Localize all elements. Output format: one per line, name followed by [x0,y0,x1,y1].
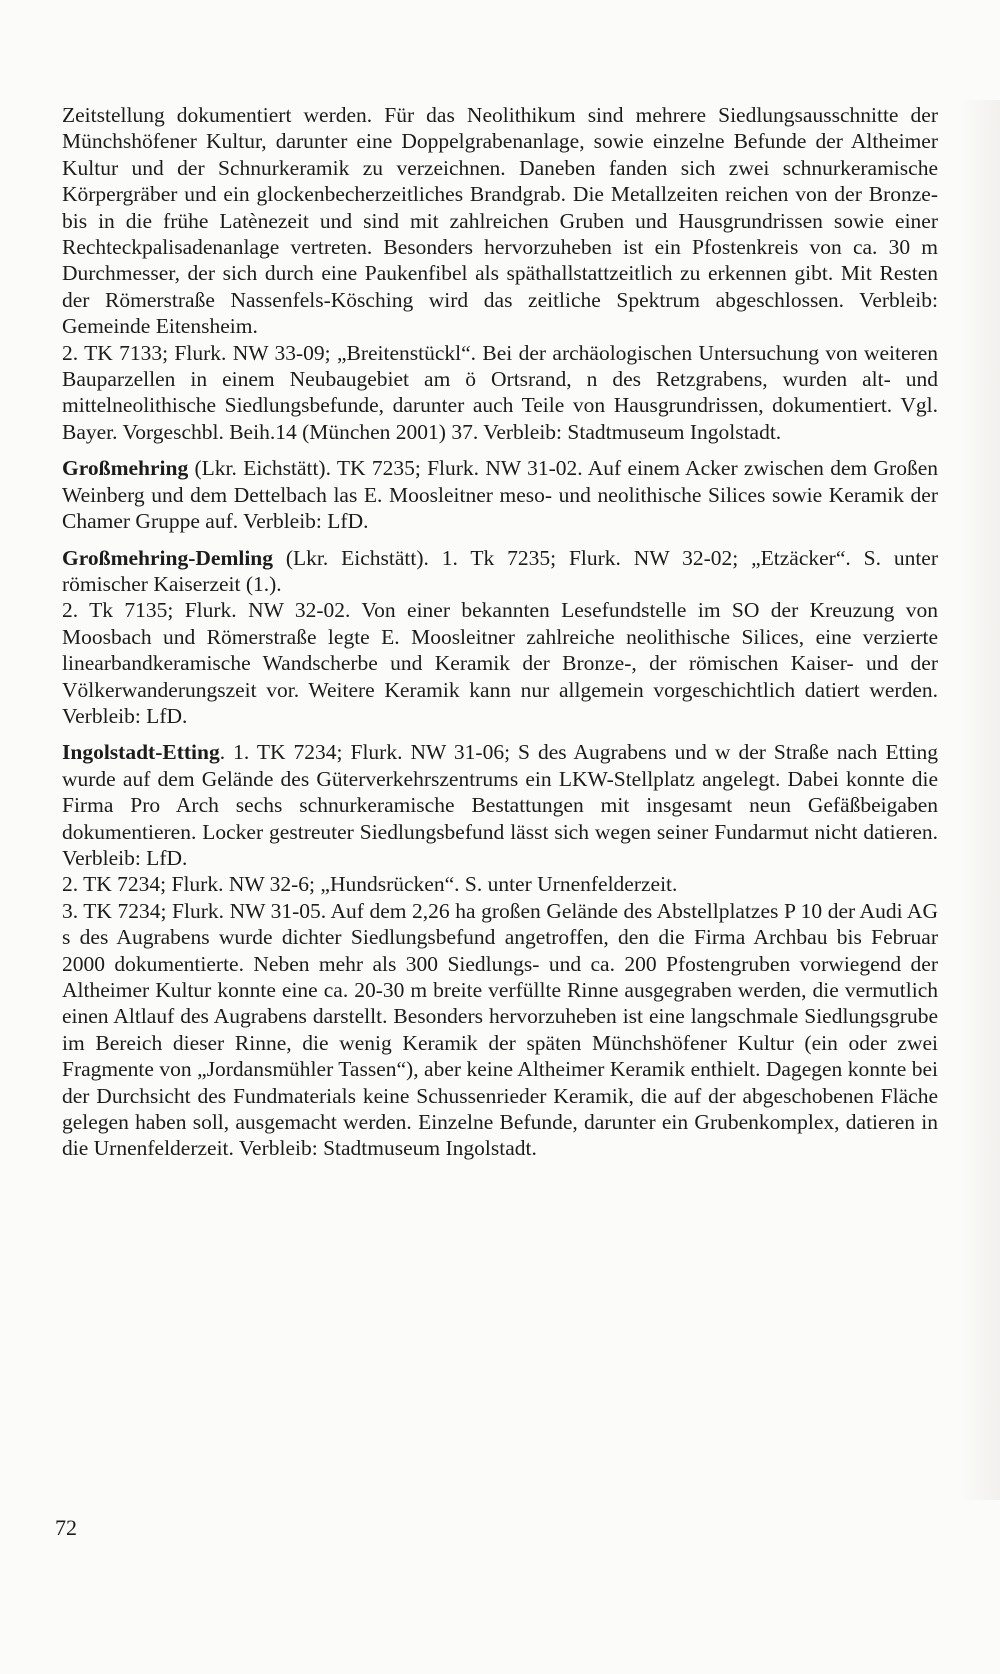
paragraph-demling-2 [62,597,938,729]
paragraph-text: 2. TK 7234; Flurk. NW 32-6; „Hundsrücken“. S. unter Urnenfelderzeit. [62,872,678,897]
entry-grossmehring-demling [62,545,938,598]
entry-lemma: Großmehring-Demling [62,545,274,570]
paragraph-text: (Lkr. Eichstätt). 1. Tk 7235; Flurk. NW 32-02; „Etzäcker“. S. unter römischer Kaiserzeit (1.). [62,545,938,596]
entry-lemma: Ingolstadt-Etting [62,740,220,765]
paragraph-text: (Lkr. Eichstätt). TK 7235; Flurk. NW 31-02. Auf einem Acker zwischen dem Großen Weinberg und dem Dettelbach las E. Moosleitner meso- und neolithische Silices sowie Keramik der Chamer Gruppe auf. Verbleib: LfD. [62,456,938,534]
body-text [62,102,938,1162]
paragraph-eitensheim-continuation [62,102,938,340]
entry-ingolstadt-etting [62,739,938,871]
paragraph-text: Zeitstellung dokumentiert werden. Für das Neolithikum sind mehrere Siedlungsausschnitte der Münchshöfener Kultur, darunter eine Doppelgrabenanlage, sowie einzelne Befunde der Altheimer Kultur und der Schnurkeramik zu verzeichnen. Daneben fanden sich zwei schnurkeramische Körpergräber und ein glockenbecherzeitliches Brandgrab. Die Metallzeiten reichen von der Bronze- bis in die frühe Latènezeit und sind mit zahlreichen Gruben und Hausgrundrissen sowie einer Rechteckpalisadenanlage vertreten. Besonders hervorzuheben ist ein Pfostenkreis von ca. 30 m Durchmesser, der sich durch eine Paukenfibel als späthallstattzeitlich zu erkennen gibt. Mit Resten der Römerstraße Nassenfels-Kösching wird das zeitliche Spektrum abgeschlossen. Verbleib: Gemeinde Eitensheim. [62,103,938,339]
paragraph-text: 2. Tk 7135; Flurk. NW 32-02. Von einer bekannten Lesefundstelle im SO der Kreuzung von Moosbach und Römerstraße legte E. Moosleitner zahlreiche neolithische Silices, eine verzierte linearbandkeramische Wandscherbe und Keramik der Bronze-, der römischen Kaiser- und der Völkerwanderungszeit vor. Weitere Keramik kann nur allgemein vorgeschichtlich datiert werden. Verbleib: LfD. [62,598,938,728]
paragraph-text: 2. TK 7133; Flurk. NW 33-09; „Breitenstückl“. Bei der archäologischen Untersuchung von weiteren Bauparzellen in einem Neubaugebiet am ö Ortsrand, n des Retzgrabens, wurden alt- und mittelneolithische Siedlungsbefunde, darunter auch Teile von Hausgrundrissen, dokumentiert. Vgl. Bayer. Vorgeschbl. Beih.14 (München 2001) 37. Verbleib: Stadtmuseum Ingolstadt. [62,340,938,444]
paragraph-text: . 1. TK 7234; Flurk. NW 31-06; S des Augrabens und w der Straße nach Etting wurde auf dem Gelände des Güterverkehrszentrums ein LKW-Stellplatz angelegt. Dabei konnte die Firma Pro Arch sechs schnurkeramische Bestattungen mit insgesamt neun Gefäßbeigaben dokumentieren. Locker gestreuter Siedlungsbefund lässt sich wegen seiner Fundarmut nicht datieren. Verbleib: LfD. [62,740,938,870]
paragraph-text: 3. TK 7234; Flurk. NW 31-05. Auf dem 2,26 ha großen Gelände des Abstellplatzes P 10 der Audi AG s des Augrabens wurde dichter Siedlungsbefund angetroffen, den die Firma Archbau bis Februar 2000 dokumentierte. Neben mehr als 300 Siedlungs- und ca. 200 Pfostengruben vorwiegend der Altheimer Kultur konnte eine ca. 20-30 m breite verfüllte Rinne ausgegraben werden, die vermutlich einen Altlauf des Augrabens darstellt. Besonders hervorzuheben ist eine langschmale Siedlungsgrube im Bereich dieser Rinne, die wenig Keramik der späten Münchshöfener Kultur (ein oder zwei Fragmente von „Jordansmühler Tassen“), aber keine Altheimer Keramik enthielt. Dagegen konnte bei der Durchsicht des Fundmaterials keine Schussenrieder Keramik, die auf der abgeschobenen Fläche gelegen haben soll, ausgemacht werden. Einzelne Befunde, darunter ein Grubenkomplex, datieren in die Urnenfelderzeit. Verbleib: Stadtmuseum Ingolstadt. [62,898,938,1161]
page-number: 72 [55,1515,77,1540]
entry-grossmehring [62,455,938,534]
page-edge-shadow [960,100,1000,1500]
paragraph-etting-3 [62,898,938,1162]
entry-lemma: Großmehring [62,456,189,481]
paragraph-eitensheim-2 [62,340,938,446]
paragraph-etting-2 [62,871,938,897]
